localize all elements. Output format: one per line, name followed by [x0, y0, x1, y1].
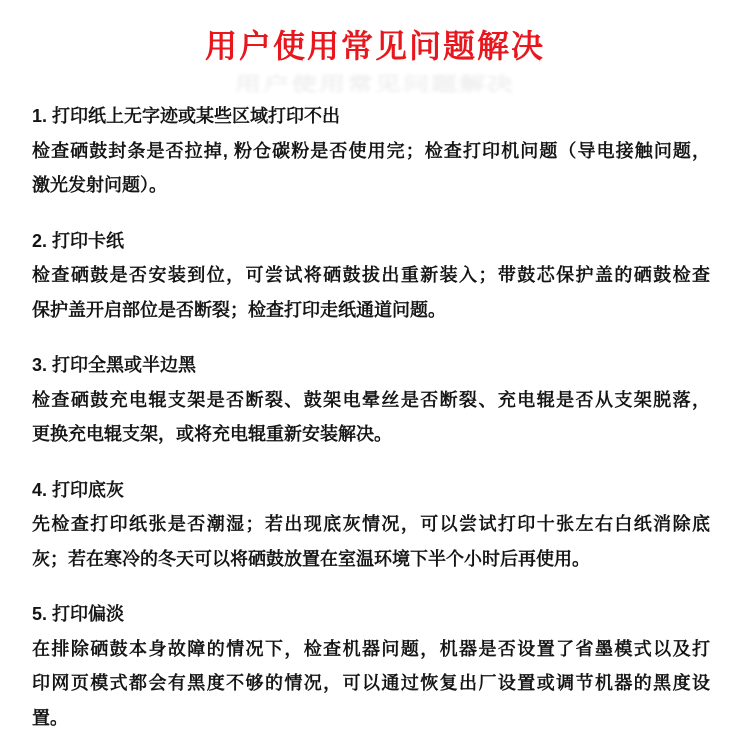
body-line: 检查硒鼓是否安装到位，可尝试将硒鼓拔出重新装入；带鼓芯保护盖的硒鼓检查 — [32, 265, 710, 285]
body-line: 置。 — [32, 707, 68, 728]
faq-section-4 — [32, 473, 710, 577]
faq-content — [32, 99, 710, 735]
body-line: 检查硒鼓充电辊支架是否断裂、鼓架电晕丝是否断裂、充电辊是否从支架脱落， — [32, 389, 710, 410]
faq-section-2 — [32, 224, 710, 328]
title-ghost-artifact: 用户使用常见问题解决 — [234, 72, 515, 95]
section-heading: 4. 打印底灰 — [32, 479, 125, 500]
body-line: 印网页模式都会有黑度不够的情况，可以通过恢复出厂设置或调节机器的黑度设 — [32, 673, 710, 693]
page-title: 用户使用常见问题解决 — [204, 28, 545, 64]
faq-section-3 — [32, 348, 710, 452]
body-line: 先检查打印纸张是否潮湿；若出现底灰情况，可以尝试打印十张左右白纸消除底 — [32, 514, 710, 534]
section-heading: 5. 打印偏淡 — [32, 604, 125, 624]
section-heading: 3. 打印全黑或半边黑 — [32, 355, 197, 375]
body-line: 灰；若在寒冷的冬天可以将硒鼓放置在室温环境下半个小时后再使用。 — [32, 548, 590, 569]
section-heading: 1. 打印纸上无字迹或某些区域打印不出 — [32, 106, 341, 126]
body-line: 更换充电辊支架，或将充电辊重新安装解决。 — [32, 424, 392, 444]
faq-section-1 — [32, 99, 710, 203]
body-line: 保护盖开启部位是否断裂；检查打印走纸通道问题。 — [32, 299, 446, 320]
body-line: 激光发射问题）。 — [32, 175, 167, 195]
body-line: 检查硒鼓封条是否拉掉, 粉仓碳粉是否使用完；检查打印机问题（导电接触问题， — [32, 140, 710, 161]
section-heading: 2. 打印卡纸 — [32, 230, 125, 251]
faq-section-5 — [32, 597, 710, 735]
body-line: 在排除硒鼓本身故障的情况下，检查机器问题，机器是否设置了省墨模式以及打 — [32, 638, 710, 659]
